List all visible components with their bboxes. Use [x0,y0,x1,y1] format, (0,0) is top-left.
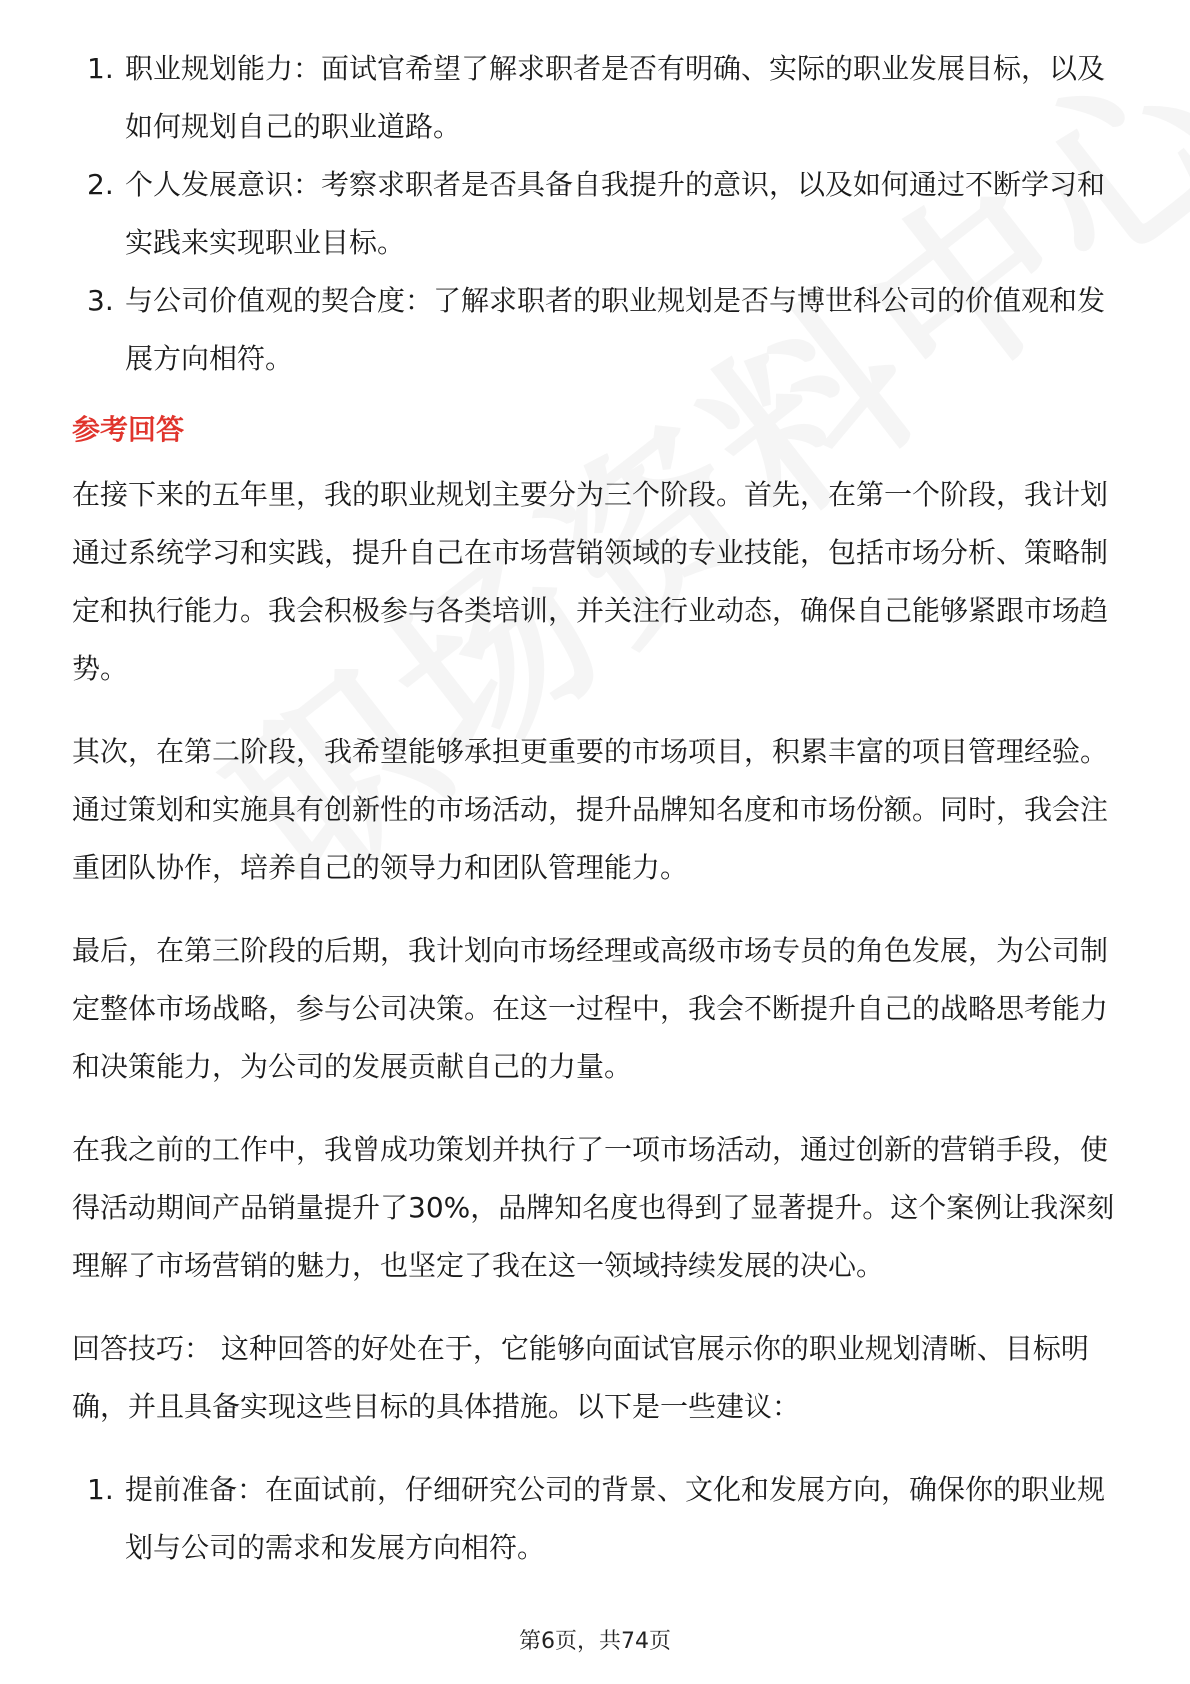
list-number: 1. [87,52,114,85]
list-item [72,272,1132,388]
list-text: 与公司价值观的契合度：了解求职者的职业规划是否与博世科公司的价值观和发展方向相符。 [125,284,1106,375]
criteria-list [72,40,1132,388]
list-text: 职业规划能力：面试官希望了解求职者是否有明确、实际的职业发展目标，以及如何规划自己的职业道路。 [125,52,1106,143]
list-number: 1. [87,1473,114,1506]
list-number: 2. [87,168,114,201]
section-title: 参考回答 [72,413,185,446]
paragraph: 最后，在第三阶段的后期，我计划向市场经理或高级市场专员的角色发展，为公司制定整体市场战略，参与公司决策。在这一过程中，我会不断提升自己的战略思考能力和决策能力，为公司的发展贡献自己的力量。 [72,934,1109,1083]
paragraph: 在接下来的五年里，我的职业规划主要分为三个阶段。首先，在第一个阶段，我计划通过系统学习和实践，提升自己在市场营销领域的专业技能，包括市场分析、策略制定和执行能力。我会积极参与各类培训，并关注行业动态，确保自己能够紧跟市场趋势。 [72,478,1109,685]
page-footer: 第6页，共74页 [519,1629,671,1654]
list-item [72,1461,1132,1577]
tips-list [72,1461,1132,1577]
page-content [72,20,1132,1577]
paragraph: 在我之前的工作中，我曾成功策划并执行了一项市场活动，通过创新的营销手段，使得活动期间产品销量提升了30%，品牌知名度也得到了显著提升。这个案例让我深刻理解了市场营销的魅力，也坚定了我在这一领域持续发展的决心。 [72,1133,1115,1282]
list-item [72,40,1132,156]
list-item [72,156,1132,272]
list-number: 3. [87,284,114,317]
list-text: 提前准备：在面试前，仔细研究公司的背景、文化和发展方向，确保你的职业规划与公司的需求和发展方向相符。 [125,1473,1106,1564]
paragraph: 其次，在第二阶段，我希望能够承担更重要的市场项目，积累丰富的项目管理经验。通过策划和实施具有创新性的市场活动，提升品牌知名度和市场份额。同时，我会注重团队协作，培养自己的领导力和团队管理能力。 [72,735,1109,884]
list-text: 个人发展意识：考察求职者是否具备自我提升的意识，以及如何通过不断学习和实践来实现职业目标。 [125,168,1106,259]
answer-tips-paragraph: 回答技巧： 这种回答的好处在于，它能够向面试官展示你的职业规划清晰、目标明确，并且具备实现这些目标的具体措施。以下是一些建议： [72,1332,1089,1423]
